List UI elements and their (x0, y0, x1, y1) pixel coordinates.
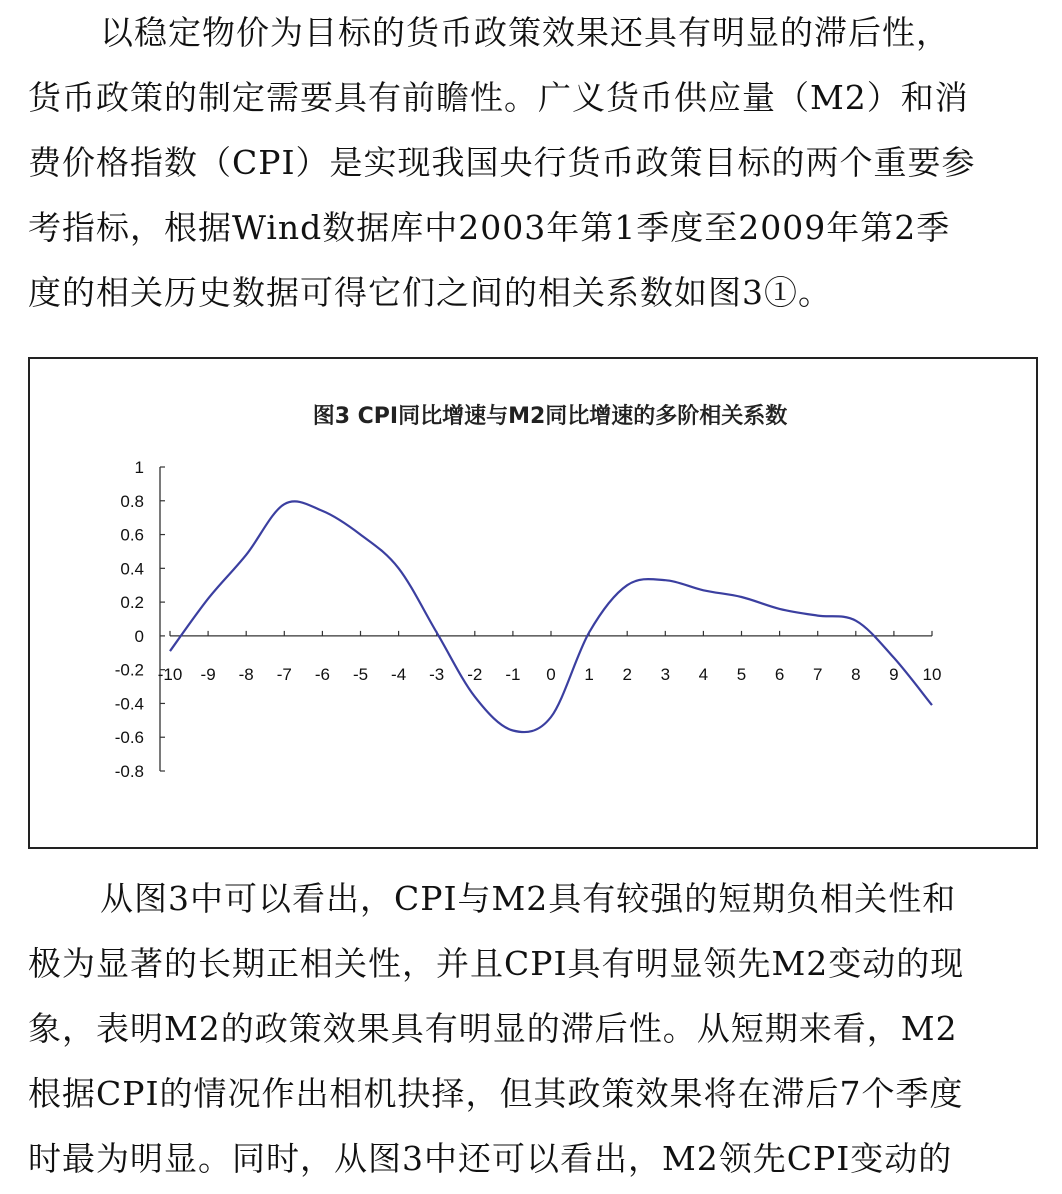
paragraph-line: 货币政策的制定需要具有前瞻性。广义货币供应量（M2）和消 (28, 78, 969, 117)
x-tick-label: -5 (352, 664, 369, 684)
paragraph-line: 根据CPI的情况作出相机抉择，但其政策效果将在滞后7个季度 (28, 1074, 964, 1113)
y-tick-label: 1 (134, 458, 144, 477)
x-tick-label: 2 (622, 664, 632, 684)
x-tick-label: 8 (851, 664, 861, 684)
x-tick-label: 10 (922, 664, 942, 684)
x-tick-label: -6 (314, 664, 330, 684)
y-tick-label: 0.2 (120, 593, 144, 613)
x-tick-label: -1 (505, 664, 521, 684)
y-tick-label: -0.2 (114, 660, 144, 680)
paragraph-line: 从图3中可以看出，CPI与M2具有较强的短期负相关性和 (100, 879, 957, 918)
y-tick-label: 0 (134, 626, 144, 646)
paragraph-line: 以稳定物价为目标的货币政策效果还具有明显的滞后性， (100, 13, 950, 52)
x-tick-label: -2 (467, 664, 483, 684)
paragraph-line: 极为显著的长期正相关性，并且CPI具有明显领先M2变动的现 (28, 944, 965, 983)
x-tick-label: -9 (200, 664, 216, 684)
paragraph-line: 象，表明M2的政策效果具有明显的滞后性。从短期来看，M2 (28, 1009, 958, 1048)
x-tick-label: 9 (889, 664, 899, 684)
y-tick-label: 0.6 (120, 525, 144, 545)
x-tick-label: 4 (698, 664, 709, 684)
x-tick-label: 0 (546, 664, 556, 684)
x-axis (158, 631, 942, 684)
chart-title: 图3 CPI同比增速与M2同比增速的多阶相关系数 (312, 404, 788, 429)
x-tick-label: 1 (584, 664, 594, 684)
y-axis (115, 458, 165, 781)
x-tick-label: 6 (774, 664, 785, 684)
x-tick-label: -10 (157, 664, 183, 684)
paragraph-2 (28, 866, 1038, 1191)
figure-3-frame (28, 357, 1038, 849)
y-tick-label: -0.6 (114, 728, 144, 748)
y-tick-label: 0.4 (120, 559, 144, 579)
correlation-series-line (170, 501, 932, 732)
x-tick-label: 3 (660, 664, 671, 684)
x-tick-label: -3 (429, 664, 445, 684)
x-tick-label: -8 (238, 664, 254, 684)
y-tick-label: -0.8 (114, 762, 144, 781)
paragraph-line: 考指标，根据Wind数据库中2003年第1季度至2009年第2季 (28, 208, 951, 247)
x-tick-label: 7 (812, 664, 823, 684)
x-tick-label: -4 (391, 664, 407, 684)
x-tick-label: -7 (276, 664, 292, 684)
x-tick-label: 5 (736, 664, 747, 684)
paragraph-line: 度的相关历史数据可得它们之间的相关系数如图3①。 (28, 273, 832, 312)
paragraph-1 (28, 0, 1038, 325)
y-tick-label: -0.4 (114, 694, 144, 714)
paragraph-line: 时最为明显。同时，从图3中还可以看出，M2领先CPI变动的 (28, 1139, 953, 1178)
correlation-chart (30, 359, 1036, 847)
y-tick-label: 0.8 (120, 491, 144, 511)
paragraph-line: 费价格指数（CPI）是实现我国央行货币政策目标的两个重要参 (28, 143, 976, 182)
series-group (170, 501, 932, 732)
